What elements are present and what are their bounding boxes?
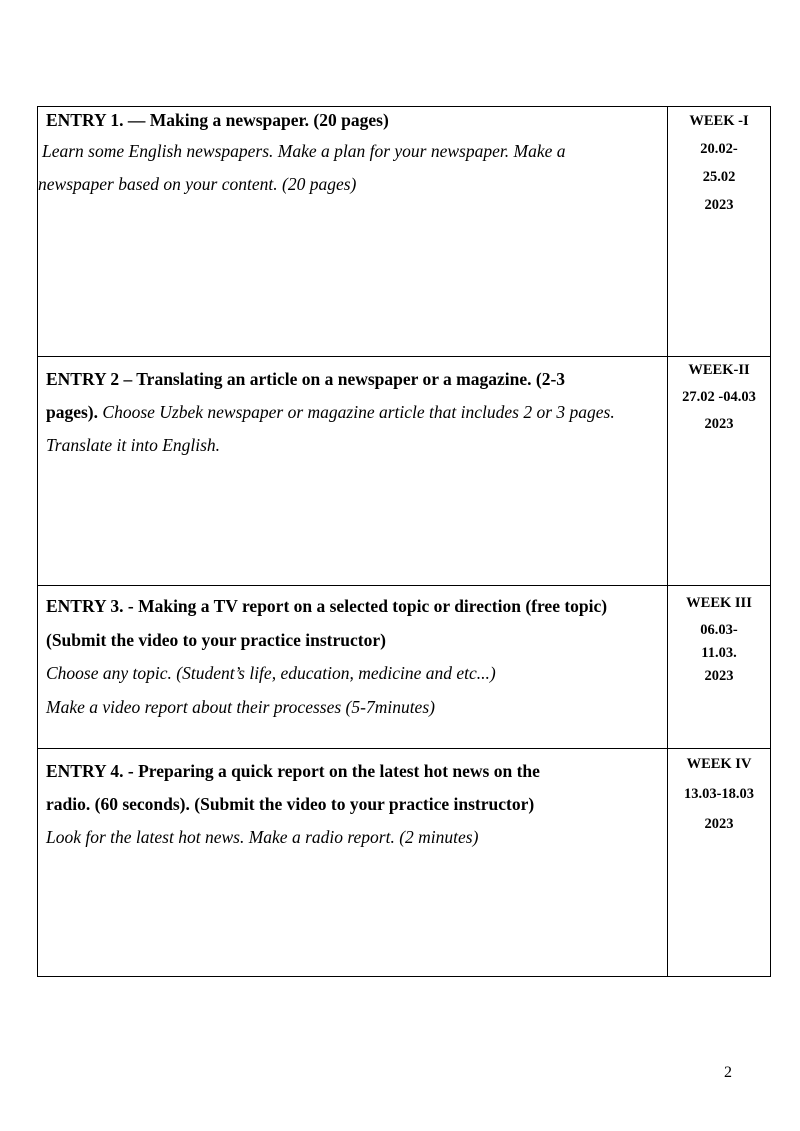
entry-4-title-line-1: ENTRY 4. - Preparing a quick report on the latest hot news on the: [46, 761, 540, 781]
entry-3-title-line-2: (Submit the video to your practice instructor): [46, 629, 386, 650]
entry-2-year: 2023: [704, 416, 734, 432]
entry-3-week-label: WEEK III: [686, 595, 752, 611]
entry-1-week-cell: [668, 107, 771, 357]
entry-1-description-line-2: newspaper based on your content. (20 pages): [38, 174, 357, 194]
entry-row-4: [38, 749, 771, 977]
entry-2-content-cell: [38, 357, 668, 586]
entry-1-content-cell: [38, 107, 668, 357]
entries-table: [37, 106, 771, 977]
entry-3-year: 2023: [704, 668, 734, 684]
entry-2-week-label: WEEK-II: [688, 362, 750, 378]
entry-row-3: [38, 586, 771, 749]
entry-3-title-line-1: ENTRY 3. - Making a TV report on a selected topic or direction (free topic): [46, 596, 608, 616]
page-number: 2: [724, 1064, 732, 1081]
entry-2-title-line-2: pages).: [46, 402, 99, 422]
entry-3-date-start: 06.03-: [700, 622, 738, 638]
entry-row-1: [38, 107, 771, 357]
entry-2-description-line-2: Translate it into English.: [46, 435, 221, 455]
entry-1-year: 2023: [704, 197, 734, 213]
entry-1-title: ENTRY 1. — Making a newspaper. (20 pages): [46, 110, 389, 130]
entry-4-description-line-1: Look for the latest hot news. Make a radio report. (2 minutes): [46, 827, 479, 847]
entry-1-date-start: 20.02-: [700, 141, 738, 157]
entry-1-date-end: 25.02: [702, 169, 736, 185]
entry-3-week-cell: [668, 586, 771, 749]
entry-4-content-cell: [38, 749, 668, 977]
entry-1-week-label: WEEK -I: [689, 113, 749, 129]
entry-3-date-end: 11.03.: [701, 645, 737, 661]
entry-4-year: 2023: [704, 816, 734, 832]
entry-4-title-line-2: radio. (60 seconds). (Submit the video to your practice instructor): [46, 794, 535, 814]
entry-2-week-cell: [668, 357, 771, 586]
entry-3-content-cell: [38, 586, 668, 749]
entry-4-week-cell: [668, 749, 771, 977]
entry-2-description-line-1: Choose Uzbek newspaper or magazine article that includes 2 or 3 pages.: [102, 402, 615, 422]
entry-3-description-line-1: Choose any topic. (Student’s life, education, medicine and etc...): [46, 663, 496, 683]
entry-2-date-range: 27.02 -04.03: [682, 389, 756, 405]
entry-row-2: [38, 357, 771, 586]
entry-2-title-line-1: ENTRY 2 – Translating an article on a newspaper or a magazine. (2-3: [46, 369, 566, 389]
entry-3-description-line-2: Make a video report about their processes (5-7minutes): [46, 696, 435, 717]
entry-4-week-label: WEEK IV: [686, 756, 752, 772]
entry-4-date-range: 13.03-18.03: [683, 786, 755, 802]
entry-1-description-line-1: Learn some English newspapers. Make a plan for your newspaper. Make a: [42, 141, 566, 161]
